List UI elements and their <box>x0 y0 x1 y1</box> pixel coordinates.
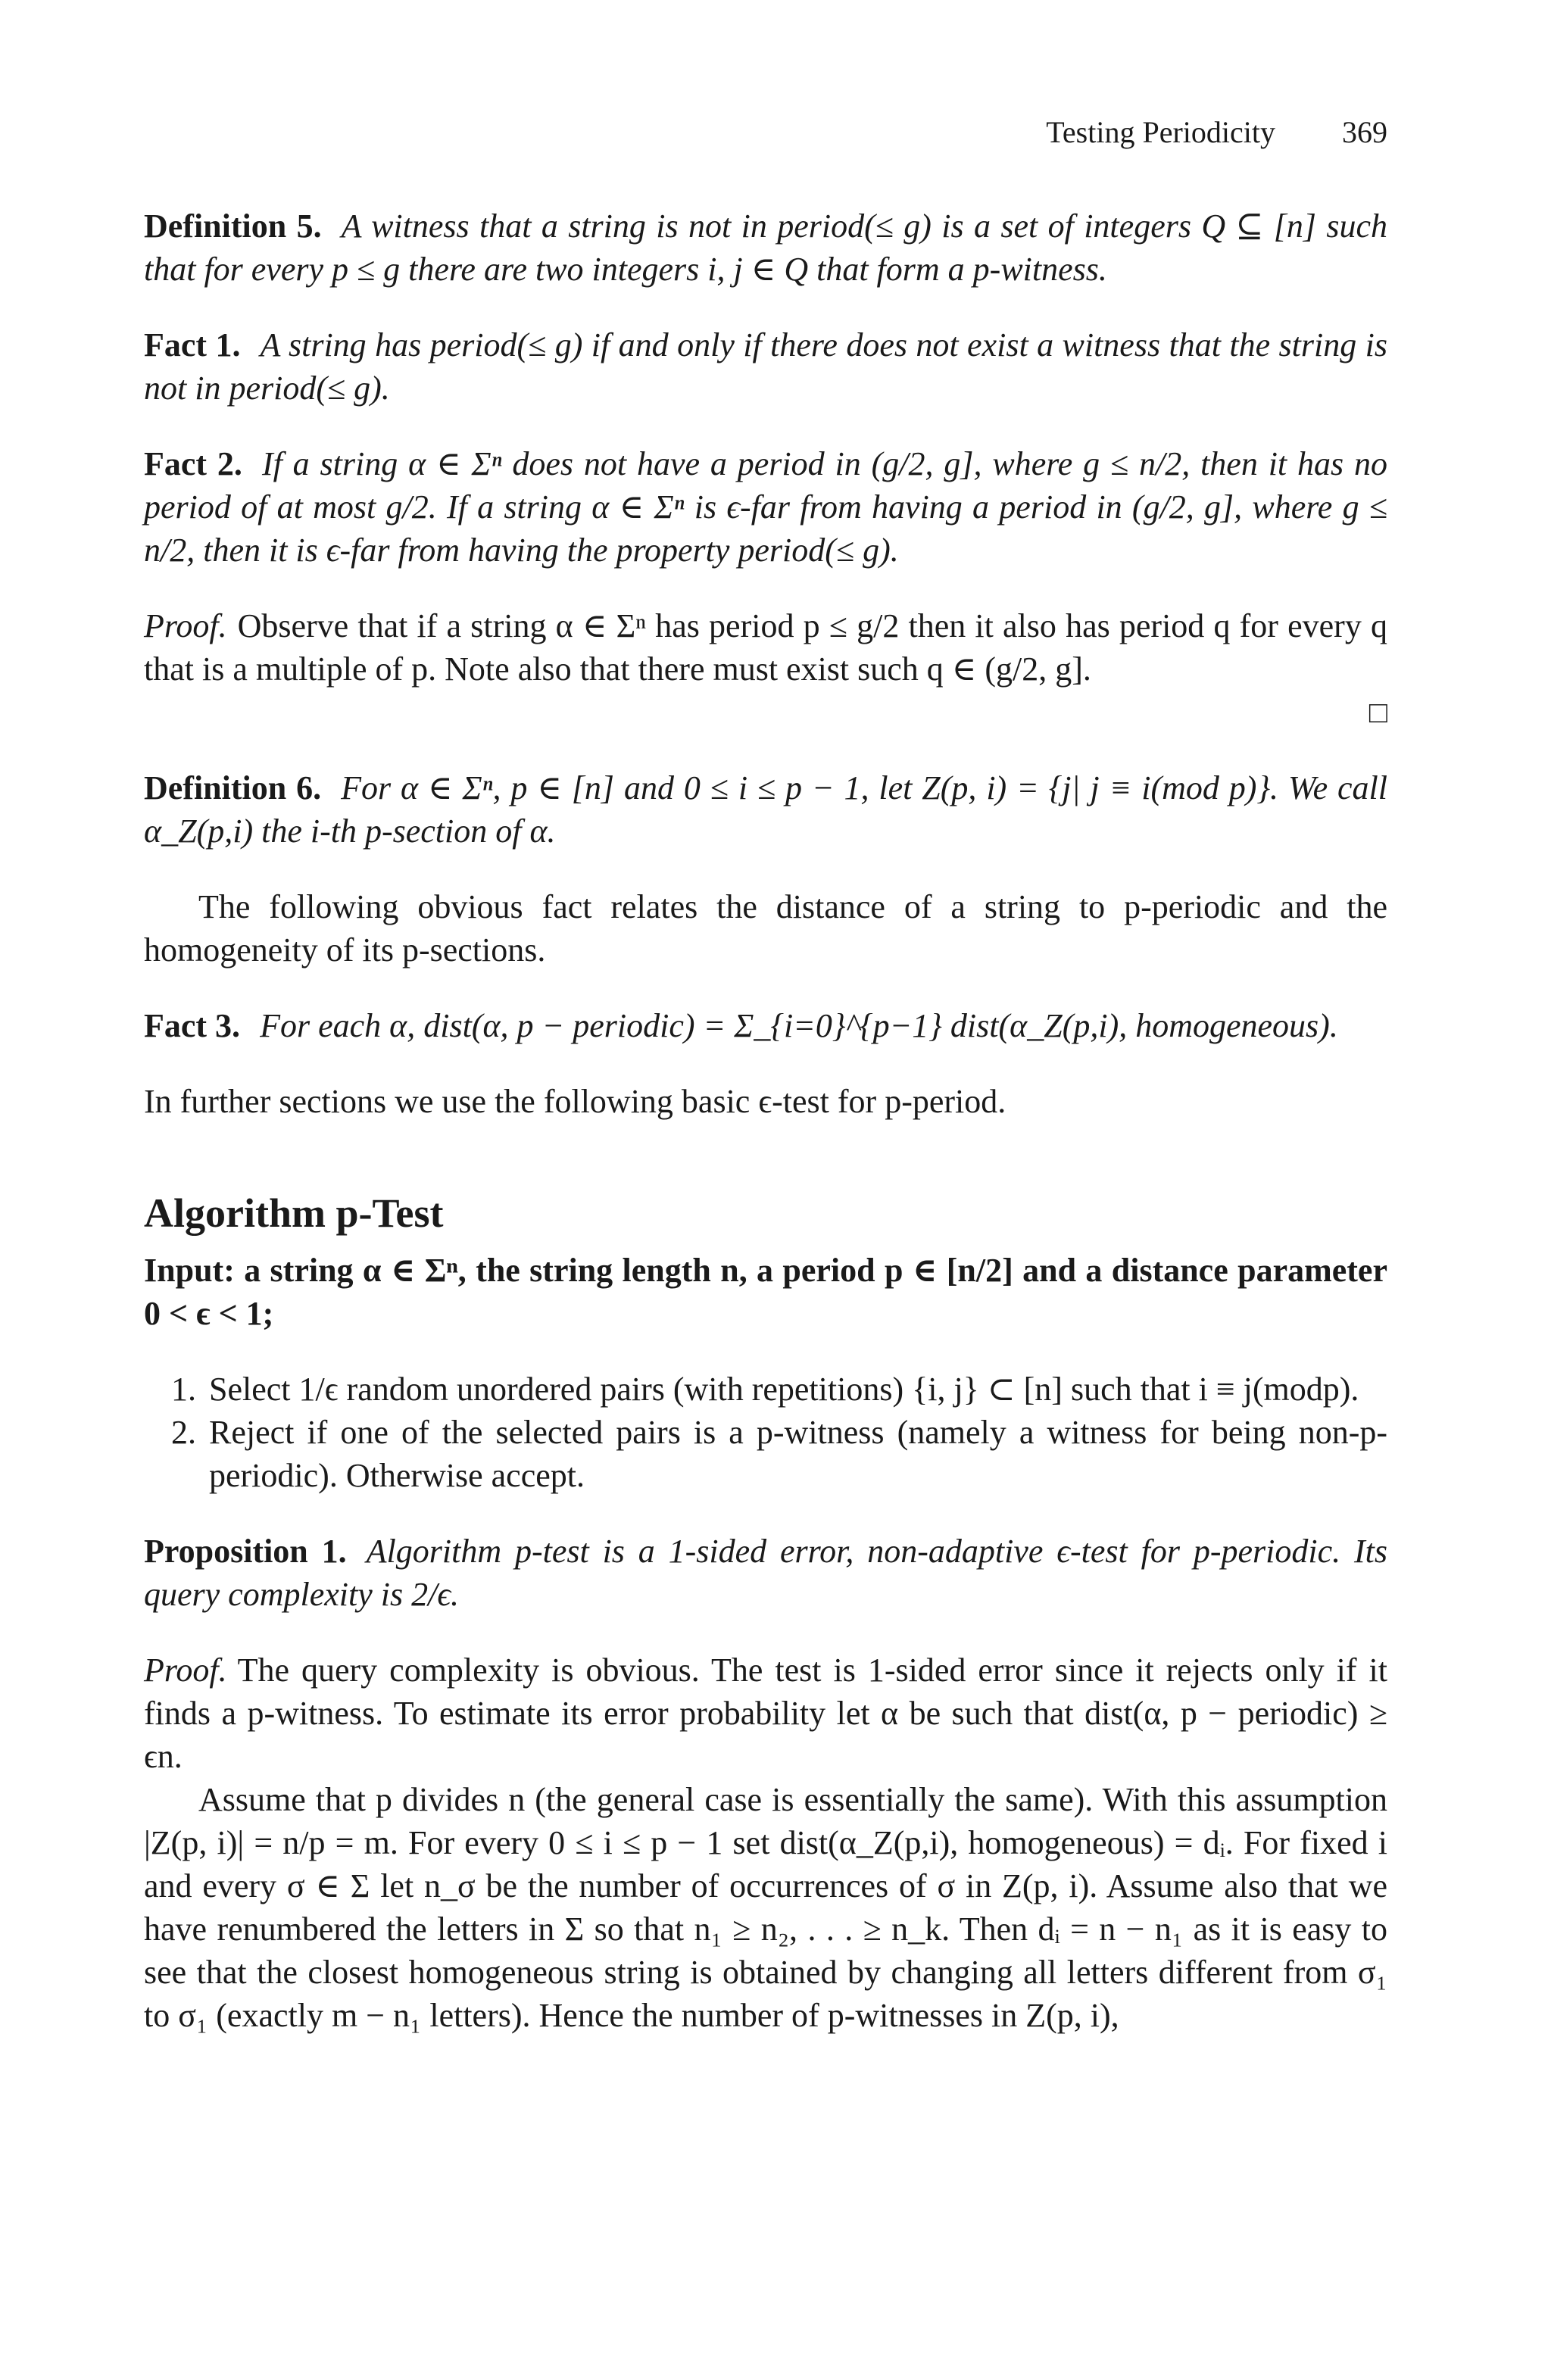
proof-fact-2 <box>144 604 1387 691</box>
proposition-1-label: Proposition 1. <box>144 1533 347 1570</box>
running-header <box>144 114 1387 151</box>
paragraph-basic-test: In further sections we use the following basic ϵ-test for p-period. <box>144 1083 1006 1120</box>
definition-6-label: Definition 6. <box>144 769 322 806</box>
algorithm-title: Algorithm p-Test <box>144 1190 444 1236</box>
paragraph-p-sections: The following obvious fact relates the distance of a string to p-periodic and the homogeneity of its p-sections. <box>144 888 1387 969</box>
fact-2 <box>144 442 1387 572</box>
algorithm-step-1: 1. Select 1/ϵ random unordered pairs (with repetitions) {i, j} ⊂ [n] such that i ≡ j(modp). <box>204 1368 1387 1411</box>
fact-1-text: A string has period(≤ g) if and only if there does not exist a witness that the string is not in period(≤ g). <box>144 326 1388 407</box>
fact-3-text: For each α, dist(α, p − periodic) = Σ_{i=0}^{p−1} dist(α_Z(p,i), homogeneous). <box>260 1007 1338 1044</box>
proof-proposition-1-text: The query complexity is obvious. The test is 1-sided error since it rejects only if it finds a p-witness. To estimate its error probability let α be such that dist(α, p − periodic) ≥ ϵn. <box>144 1652 1387 1775</box>
proposition-1 <box>144 1530 1387 1616</box>
definition-5 <box>144 204 1387 291</box>
fact-3 <box>144 1004 1387 1047</box>
definition-6 <box>144 766 1387 853</box>
fact-3-label: Fact 3. <box>144 1007 241 1044</box>
proof-proposition-1 <box>144 1649 1387 1778</box>
page-body <box>144 204 1387 2037</box>
running-title: Testing Periodicity <box>1046 115 1275 149</box>
fact-2-text: If a string α ∈ Σⁿ does not have a period in (g/2, g], where g ≤ n/2, then it has no period of at most g/2. If a string α ∈ Σⁿ is ϵ-far from having a period in (g/2, g], where g ≤ n/2, then it is ϵ-far from having the property period(≤ g). <box>144 445 1388 569</box>
proposition-1-text: Algorithm p-test is a 1-sided error, non-adaptive ϵ-test for p-periodic. Its query complexity is 2/ϵ. <box>144 1533 1387 1613</box>
proof-label: Proof. <box>144 607 227 644</box>
qed-symbol: □ <box>1368 695 1387 729</box>
page-number: 369 <box>1342 115 1387 149</box>
definition-5-text: A witness that a string is not in period(≤ g) is a set of integers Q ⊆ [n] such that for every p ≤ g there are two integers i, j ∈ Q that form a p-witness. <box>144 207 1387 288</box>
fact-1-label: Fact 1. <box>144 326 241 363</box>
definition-5-label: Definition 5. <box>144 207 322 245</box>
fact-1 <box>144 323 1387 410</box>
proof-fact-2-text: Observe that if a string α ∈ Σⁿ has period p ≤ g/2 then it also has period q for every q that is a multiple of p. Note also that there must exist such q ∈ (g/2, g]. <box>144 607 1387 688</box>
fact-2-label: Fact 2. <box>144 445 242 482</box>
definition-6-text: For α ∈ Σⁿ, p ∈ [n] and 0 ≤ i ≤ p − 1, let Z(p, i) = {j| j ≡ i(mod p)}. We call α_Z(p,i) the i-th p-section of α. <box>144 769 1387 850</box>
proof-label-2: Proof. <box>144 1652 227 1689</box>
paragraph-assume-divides: Assume that p divides n (the general case is essentially the same). With this assumption |Z(p, i)| = n/p = m. For every 0 ≤ i ≤ p − 1 set dist(α_Z(p,i), homogeneous) = dᵢ. For fixed i and every σ ∈ Σ let n_σ be the number of occurrences of σ in Z(p, i). Assume also that we have renumbered the letters in Σ so that n₁ ≥ n₂, . . . ≥ n_k. Then dᵢ = n − n₁ as it is easy to see that the closest homogeneous string is obtained by changing all letters different from σ₁ to σ₁ (exactly m − n₁ letters). Hence the number of p-witnesses in Z(p, i), <box>144 1781 1387 2034</box>
algorithm-step-2: 2. Reject if one of the selected pairs is a p-witness (namely a witness for being non-p-periodic). Otherwise accept. <box>204 1411 1387 1497</box>
algorithm-steps <box>144 1368 1387 1497</box>
algorithm-input: Input: a string α ∈ Σⁿ, the string length n, a period p ∈ [n/2] and a distance parameter 0 < ϵ < 1; <box>144 1252 1387 1332</box>
